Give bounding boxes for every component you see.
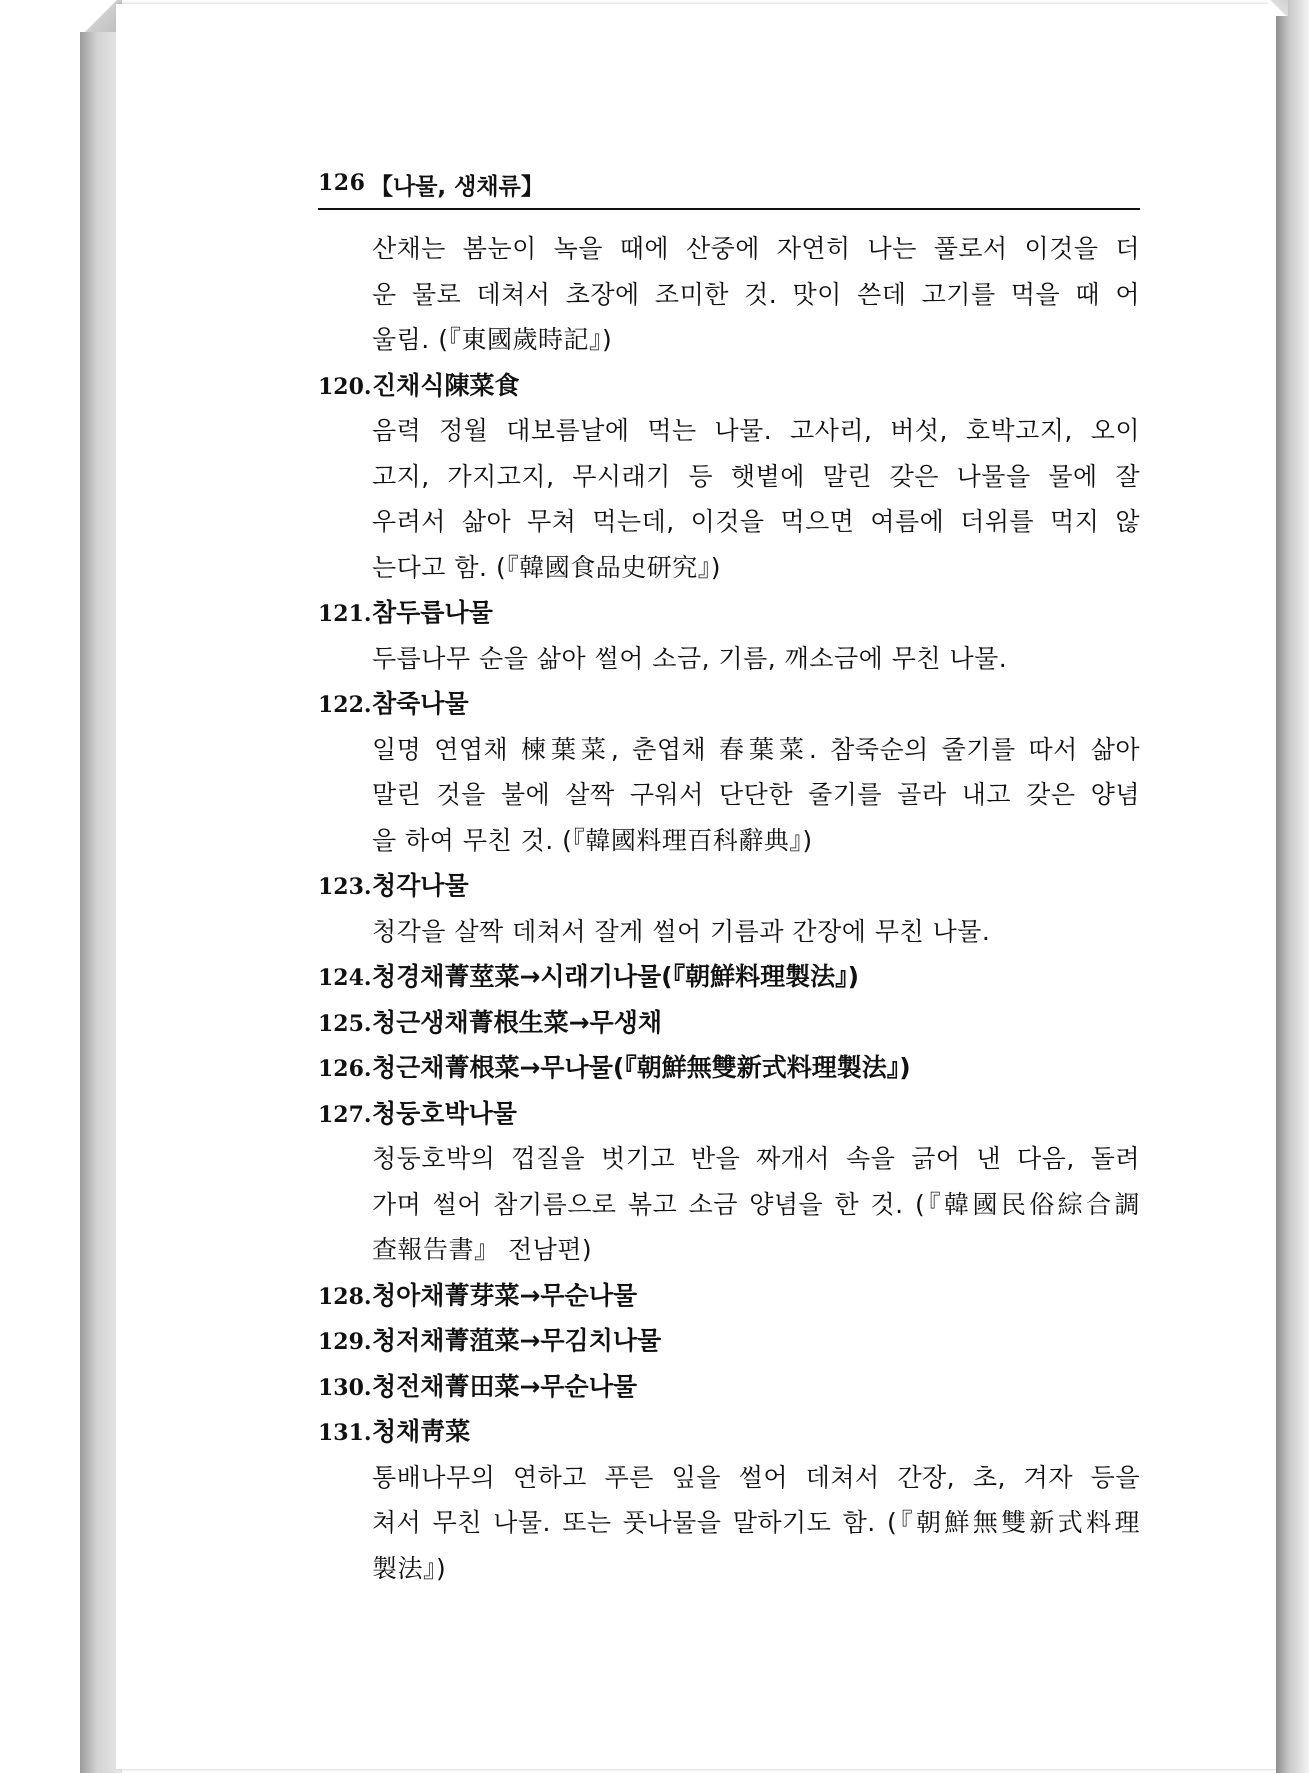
body-text-line: 일명 연엽채 楝葉菜, 춘엽채 春葉菜. 참죽순의 줄기를 따서 삶아 <box>372 734 1140 764</box>
entry-heading <box>318 681 1140 727</box>
entry-title: 진채식陳菜食 <box>372 370 520 400</box>
entry-number: 124. <box>318 965 372 991</box>
entry-title: 청근채菁根菜→무나물(『朝鮮無雙新式料理製法』) <box>372 1053 911 1082</box>
page-corner <box>1268 0 1288 16</box>
body-text-line: 음력 정월 대보름날에 먹는 나물. 고사리, 버섯, 호박고지, 오이 <box>372 416 1140 445</box>
entry-title: 참죽나물 <box>372 689 469 718</box>
entry-number: 130. <box>318 1374 372 1401</box>
body-text-line: 고지, 가지고지, 무시래기 등 햇볕에 말린 갖은 나물을 물에 잘 <box>372 461 1140 491</box>
entry-title: 청채靑菜 <box>372 1417 471 1446</box>
entry-title: 참두릅나물 <box>372 598 493 627</box>
entry-title: 청아채菁芽菜→무순나물 <box>372 1280 637 1310</box>
entry-heading <box>318 1091 1140 1137</box>
body-text-line: 통배나무의 연하고 푸른 잎을 썰어 데쳐서 간장, 초, 겨자 등을 <box>372 1462 1140 1492</box>
body-text-line: 製法』) <box>372 1553 447 1583</box>
body-text-line: 우려서 삶아 무쳐 먹는데, 이것을 먹으면 여름에 더위를 먹지 않 <box>372 507 1140 536</box>
running-header <box>318 164 1138 210</box>
body-text-line: 가며 썰어 참기름으로 볶고 소금 양념을 한 것. (『韓國民俗綜合調 <box>372 1189 1140 1219</box>
body-text-line: 는다고 함. (『韓國食品史研究』) <box>372 552 721 582</box>
body-text-line: 말린 것을 불에 살짝 구워서 단단한 줄기를 골라 내고 갖은 양념 <box>372 780 1140 809</box>
entry-number: 122. <box>318 692 372 718</box>
entry-number: 126. <box>318 1056 372 1082</box>
entry-number: 129. <box>318 1329 372 1355</box>
page-body <box>318 226 1140 1591</box>
entry-title: 청저채菁菹菜→무김치나물 <box>372 1326 662 1355</box>
entry-heading <box>318 1364 1140 1410</box>
entry-title: 청각나물 <box>372 871 469 900</box>
entry-number: 120. <box>318 373 372 400</box>
section-title: 【나물, 생채류】 <box>370 174 544 200</box>
entry-heading <box>318 590 1140 636</box>
body-text-line: 청각을 살짝 데쳐서 잘게 썰어 기름과 간장에 무친 나물. <box>372 916 991 946</box>
entry-title: 청전채菁田菜→무순나물 <box>372 1371 637 1401</box>
page-right-shadow <box>1276 0 1309 1773</box>
entry-number: 125. <box>318 1010 372 1037</box>
body-text-line: 청둥호박의 껍질을 벗기고 반을 짜개서 속을 긁어 낸 다음, 돌려 <box>372 1144 1140 1173</box>
body-text-line: 산채는 봄눈이 녹을 때에 산중에 자연히 나는 풀로서 이것을 더 <box>372 234 1140 263</box>
entry-heading <box>318 1273 1140 1319</box>
entry-number: 123. <box>318 874 372 900</box>
body-text-line: 을 하여 무친 것. (『韓國料理百科辭典』) <box>372 825 813 855</box>
body-text-line: 운 물로 데쳐서 초장에 조미한 것. 맛이 쓴데 고기를 먹을 때 어 <box>372 279 1140 309</box>
entry-heading <box>318 1409 1140 1455</box>
entry-title: 청경채菁莖菜→시래기나물(『朝鮮料理製法』) <box>372 962 860 991</box>
entry-title: 청둥호박나물 <box>372 1098 517 1128</box>
entry-number: 121. <box>318 601 372 627</box>
entry-title: 청근생채菁根生菜→무생채 <box>372 1007 662 1037</box>
entry-heading <box>318 363 1140 409</box>
entry-heading <box>318 1045 1140 1091</box>
body-text-line: 울림. (『東國歲時記』) <box>372 325 613 354</box>
entry-heading <box>318 1000 1140 1046</box>
body-text-line: 두릅나무 순을 삶아 썰어 소금, 기름, 깨소금에 무친 나물. <box>372 643 1008 673</box>
body-text-line: 查報告書』 전남편) <box>372 1235 593 1264</box>
entry-number: 127. <box>318 1101 372 1128</box>
body-text-line: 쳐서 무친 나물. 또는 풋나물을 말하기도 함. (『朝鮮無雙新式料理 <box>372 1508 1140 1537</box>
entry-heading <box>318 954 1140 1000</box>
entry-heading <box>318 1318 1140 1364</box>
header-rule <box>318 208 1140 210</box>
entry-number: 128. <box>318 1283 372 1310</box>
page-number: 126 <box>318 170 366 196</box>
entry-heading <box>318 863 1140 909</box>
entry-number: 131. <box>318 1420 372 1446</box>
